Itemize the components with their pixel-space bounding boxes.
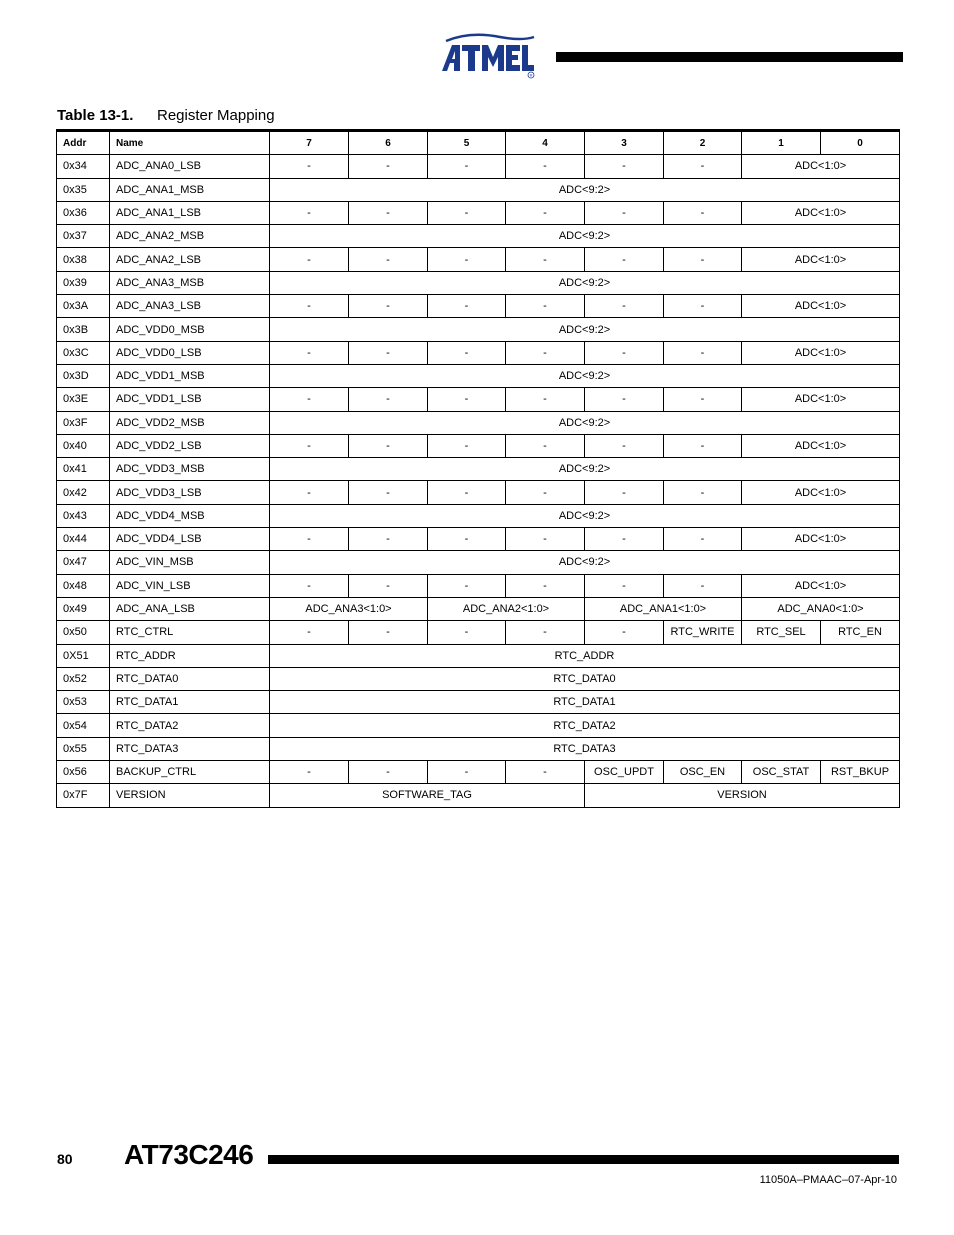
bit-cell: ADC<1:0> [742, 295, 900, 318]
table-row [57, 248, 900, 271]
name-cell: RTC_ADDR [110, 644, 270, 667]
table-row [57, 481, 900, 504]
table-row [57, 271, 900, 294]
addr-cell: 0x7F [57, 784, 110, 807]
bit-cell: ADC_ANA2<1:0> [428, 597, 585, 620]
bit-cell: - [270, 481, 349, 504]
bit-cell: ADC<9:2> [270, 411, 900, 434]
bit-cell: - [349, 201, 428, 224]
bit-cell: - [506, 248, 585, 271]
addr-cell: 0x55 [57, 737, 110, 760]
bit-cell: ADC_ANA3<1:0> [270, 597, 428, 620]
table-row [57, 295, 900, 318]
bit-cell: RTC_ADDR [270, 644, 900, 667]
name-cell: ADC_VIN_LSB [110, 574, 270, 597]
document-reference: 11050A–PMAAC–07-Apr-10 [759, 1174, 897, 1186]
name-cell: ADC_VIN_MSB [110, 551, 270, 574]
bit-cell: - [349, 434, 428, 457]
bit-cell: ADC<1:0> [742, 528, 900, 551]
bit-cell: - [270, 341, 349, 364]
addr-cell: 0x36 [57, 201, 110, 224]
bit-cell: ADC<1:0> [742, 201, 900, 224]
bit-cell: - [585, 574, 664, 597]
bit-cell: - [585, 155, 664, 178]
bit-cell: - [349, 295, 428, 318]
bit-cell: - [664, 248, 742, 271]
svg-text:R: R [529, 72, 533, 78]
addr-cell: 0x3B [57, 318, 110, 341]
addr-cell: 0x44 [57, 528, 110, 551]
table-row [57, 714, 900, 737]
header-cell: 5 [428, 131, 506, 155]
bit-cell: - [664, 295, 742, 318]
name-cell: ADC_VDD2_MSB [110, 411, 270, 434]
bit-cell: RTC_WRITE [664, 621, 742, 644]
name-cell: ADC_ANA1_LSB [110, 201, 270, 224]
bit-cell: - [664, 155, 742, 178]
table-row [57, 597, 900, 620]
table-caption [57, 107, 275, 124]
name-cell: ADC_VDD3_MSB [110, 458, 270, 481]
bit-cell: - [585, 201, 664, 224]
addr-cell: 0x3C [57, 341, 110, 364]
name-cell: RTC_DATA0 [110, 667, 270, 690]
bit-cell: SOFTWARE_TAG [270, 784, 585, 807]
addr-cell: 0x50 [57, 621, 110, 644]
name-cell: ADC_VDD4_LSB [110, 528, 270, 551]
name-cell: ADC_ANA0_LSB [110, 155, 270, 178]
table-row [57, 225, 900, 248]
bit-cell: - [428, 574, 506, 597]
bit-cell: - [585, 481, 664, 504]
bit-cell: ADC<9:2> [270, 504, 900, 527]
bit-cell: - [349, 341, 428, 364]
bit-cell: RST_BKUP [821, 761, 900, 784]
table-row [57, 434, 900, 457]
bit-cell: - [349, 248, 428, 271]
table-row [57, 364, 900, 387]
header-cell: 1 [742, 131, 821, 155]
bit-cell: - [428, 201, 506, 224]
addr-cell: 0x3F [57, 411, 110, 434]
bit-cell: - [506, 155, 585, 178]
bit-cell: - [664, 341, 742, 364]
bit-cell: ADC<1:0> [742, 434, 900, 457]
header-cell: 7 [270, 131, 349, 155]
bit-cell: - [664, 481, 742, 504]
header-cell: 4 [506, 131, 585, 155]
bit-cell: - [506, 481, 585, 504]
addr-cell: 0x42 [57, 481, 110, 504]
bit-cell: ADC<9:2> [270, 318, 900, 341]
bit-cell: - [428, 248, 506, 271]
bit-cell: RTC_EN [821, 621, 900, 644]
bit-cell: ADC<9:2> [270, 551, 900, 574]
footer-rule [268, 1155, 899, 1164]
bit-cell: - [428, 295, 506, 318]
addr-cell: 0x38 [57, 248, 110, 271]
bit-cell: - [349, 481, 428, 504]
atmel-logo [440, 33, 538, 79]
name-cell: ADC_VDD4_MSB [110, 504, 270, 527]
bit-cell: ADC<1:0> [742, 341, 900, 364]
addr-cell: 0x3D [57, 364, 110, 387]
bit-cell: - [585, 341, 664, 364]
bit-cell: ADC<1:0> [742, 388, 900, 411]
name-cell: ADC_VDD3_LSB [110, 481, 270, 504]
bit-cell: - [270, 761, 349, 784]
page-number: 80 [57, 1151, 73, 1167]
bit-cell: OSC_EN [664, 761, 742, 784]
table-row [57, 737, 900, 760]
bit-cell: - [349, 761, 428, 784]
bit-cell: - [428, 155, 506, 178]
bit-cell: - [506, 201, 585, 224]
addr-cell: 0x3E [57, 388, 110, 411]
name-cell: ADC_ANA3_LSB [110, 295, 270, 318]
name-cell: ADC_VDD0_LSB [110, 341, 270, 364]
bit-cell: ADC<9:2> [270, 178, 900, 201]
bit-cell: - [270, 155, 349, 178]
bit-cell: - [270, 621, 349, 644]
table-caption-number: Table 13-1. [57, 107, 134, 124]
name-cell: RTC_DATA1 [110, 691, 270, 714]
table-row [57, 411, 900, 434]
bit-cell: ADC<1:0> [742, 481, 900, 504]
name-cell: ADC_VDD0_MSB [110, 318, 270, 341]
bit-cell: - [349, 621, 428, 644]
header-cell: Addr [57, 131, 110, 155]
table-row [57, 784, 900, 807]
bit-cell: OSC_STAT [742, 761, 821, 784]
table-row [57, 551, 900, 574]
addr-cell: 0x34 [57, 155, 110, 178]
addr-cell: 0x47 [57, 551, 110, 574]
name-cell: ADC_ANA2_LSB [110, 248, 270, 271]
bit-cell: - [349, 388, 428, 411]
addr-cell: 0X51 [57, 644, 110, 667]
bit-cell: - [585, 295, 664, 318]
bit-cell: - [270, 574, 349, 597]
table-header-row [57, 131, 900, 155]
table-row [57, 528, 900, 551]
name-cell: ADC_ANA_LSB [110, 597, 270, 620]
bit-cell: RTC_DATA0 [270, 667, 900, 690]
table-row [57, 761, 900, 784]
bit-cell: - [506, 295, 585, 318]
header-rule [556, 52, 903, 62]
bit-cell: ADC<9:2> [270, 364, 900, 387]
bit-cell: - [664, 528, 742, 551]
bit-cell: - [506, 388, 585, 411]
bit-cell: VERSION [585, 784, 900, 807]
bit-cell: OSC_UPDT [585, 761, 664, 784]
document-title: AT73C246 [124, 1139, 254, 1170]
bit-cell: - [664, 434, 742, 457]
table-row [57, 574, 900, 597]
table-row [57, 691, 900, 714]
name-cell: RTC_DATA3 [110, 737, 270, 760]
bit-cell: - [270, 248, 349, 271]
bit-cell: - [428, 621, 506, 644]
addr-cell: 0x37 [57, 225, 110, 248]
bit-cell: - [428, 388, 506, 411]
name-cell: ADC_ANA2_MSB [110, 225, 270, 248]
bit-cell: ADC<1:0> [742, 574, 900, 597]
bit-cell: - [506, 528, 585, 551]
name-cell: RTC_DATA2 [110, 714, 270, 737]
bit-cell: - [428, 481, 506, 504]
table-row [57, 318, 900, 341]
bit-cell: - [664, 574, 742, 597]
bit-cell: - [428, 528, 506, 551]
addr-cell: 0x49 [57, 597, 110, 620]
bit-cell: - [664, 388, 742, 411]
table-row [57, 388, 900, 411]
addr-cell: 0x3A [57, 295, 110, 318]
bit-cell: RTC_DATA2 [270, 714, 900, 737]
header-cell: 3 [585, 131, 664, 155]
name-cell: ADC_VDD1_MSB [110, 364, 270, 387]
table-caption-title: Register Mapping [157, 107, 275, 124]
bit-cell: - [506, 574, 585, 597]
bit-cell: - [506, 434, 585, 457]
addr-cell: 0x54 [57, 714, 110, 737]
bit-cell: - [506, 621, 585, 644]
bit-cell: - [270, 201, 349, 224]
bit-cell: ADC<9:2> [270, 225, 900, 248]
name-cell: ADC_VDD2_LSB [110, 434, 270, 457]
bit-cell: - [349, 155, 428, 178]
bit-cell: - [428, 761, 506, 784]
header-cell: Name [110, 131, 270, 155]
bit-cell: - [349, 528, 428, 551]
table-body [57, 155, 900, 807]
table-row [57, 155, 900, 178]
bit-cell: - [270, 295, 349, 318]
bit-cell: - [585, 621, 664, 644]
header-cell: 2 [664, 131, 742, 155]
bit-cell: - [270, 528, 349, 551]
bit-cell: - [428, 341, 506, 364]
bit-cell: - [585, 388, 664, 411]
name-cell: ADC_ANA3_MSB [110, 271, 270, 294]
addr-cell: 0x43 [57, 504, 110, 527]
name-cell: ADC_VDD1_LSB [110, 388, 270, 411]
table-row [57, 504, 900, 527]
bit-cell: RTC_DATA1 [270, 691, 900, 714]
bit-cell: ADC_ANA1<1:0> [585, 597, 742, 620]
bit-cell: - [349, 574, 428, 597]
addr-cell: 0x48 [57, 574, 110, 597]
bit-cell: ADC<9:2> [270, 271, 900, 294]
header-cell: 6 [349, 131, 428, 155]
bit-cell: - [585, 528, 664, 551]
table-row [57, 458, 900, 481]
table-row [57, 341, 900, 364]
bit-cell: - [585, 434, 664, 457]
table-row [57, 621, 900, 644]
name-cell: VERSION [110, 784, 270, 807]
addr-cell: 0x41 [57, 458, 110, 481]
name-cell: ADC_ANA1_MSB [110, 178, 270, 201]
name-cell: BACKUP_CTRL [110, 761, 270, 784]
addr-cell: 0x35 [57, 178, 110, 201]
bit-cell: - [270, 388, 349, 411]
header-cell: 0 [821, 131, 900, 155]
bit-cell: ADC<1:0> [742, 155, 900, 178]
bit-cell: - [428, 434, 506, 457]
bit-cell: ADC<1:0> [742, 248, 900, 271]
addr-cell: 0x53 [57, 691, 110, 714]
table-row [57, 644, 900, 667]
bit-cell: - [506, 341, 585, 364]
bit-cell: ADC_ANA0<1:0> [742, 597, 900, 620]
bit-cell: - [585, 248, 664, 271]
name-cell: RTC_CTRL [110, 621, 270, 644]
addr-cell: 0x40 [57, 434, 110, 457]
addr-cell: 0x56 [57, 761, 110, 784]
table-row [57, 667, 900, 690]
bit-cell: - [664, 201, 742, 224]
table-row [57, 178, 900, 201]
addr-cell: 0x52 [57, 667, 110, 690]
bit-cell: ADC<9:2> [270, 458, 900, 481]
bit-cell: - [270, 434, 349, 457]
register-mapping-table [56, 129, 900, 808]
bit-cell: RTC_DATA3 [270, 737, 900, 760]
bit-cell: - [506, 761, 585, 784]
bit-cell: RTC_SEL [742, 621, 821, 644]
addr-cell: 0x39 [57, 271, 110, 294]
table-row [57, 201, 900, 224]
